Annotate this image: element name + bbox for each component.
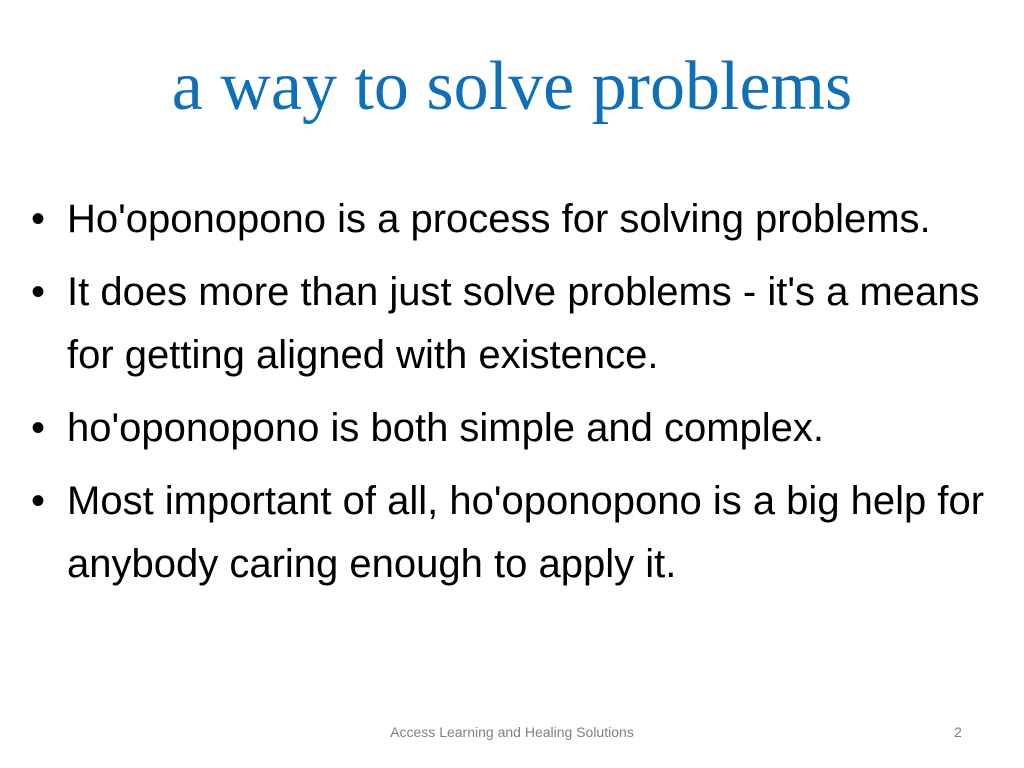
bullet-item-2 — [28, 261, 1003, 387]
slide-footer — [0, 722, 1024, 744]
bullet-item-1 — [28, 188, 1003, 251]
bullet-text-2: It does more than just solve problems - it's a means for getting aligned with existence. — [67, 270, 980, 377]
bullet-item-3 — [28, 397, 1003, 460]
footer-text: Access Learning and Healing Solutions — [390, 724, 634, 740]
bullet-dot-icon: • — [31, 406, 46, 450]
bullet-dot-icon: • — [31, 197, 46, 241]
bullet-list — [28, 188, 1003, 606]
bullet-item-4 — [28, 470, 1003, 596]
bullet-dot-icon: • — [31, 270, 46, 314]
bullet-dot-icon: • — [31, 479, 46, 523]
bullet-text-3: ho'oponopono is both simple and complex. — [67, 406, 825, 450]
slide-title: a way to solve problems — [171, 48, 853, 125]
bullet-text-4: Most important of all, ho'oponopono is a big help for anybody caring enough to apply it. — [67, 479, 985, 586]
bullet-text-1: Ho'oponopono is a process for solving problems. — [67, 197, 931, 241]
slide-number: 2 — [954, 724, 962, 740]
